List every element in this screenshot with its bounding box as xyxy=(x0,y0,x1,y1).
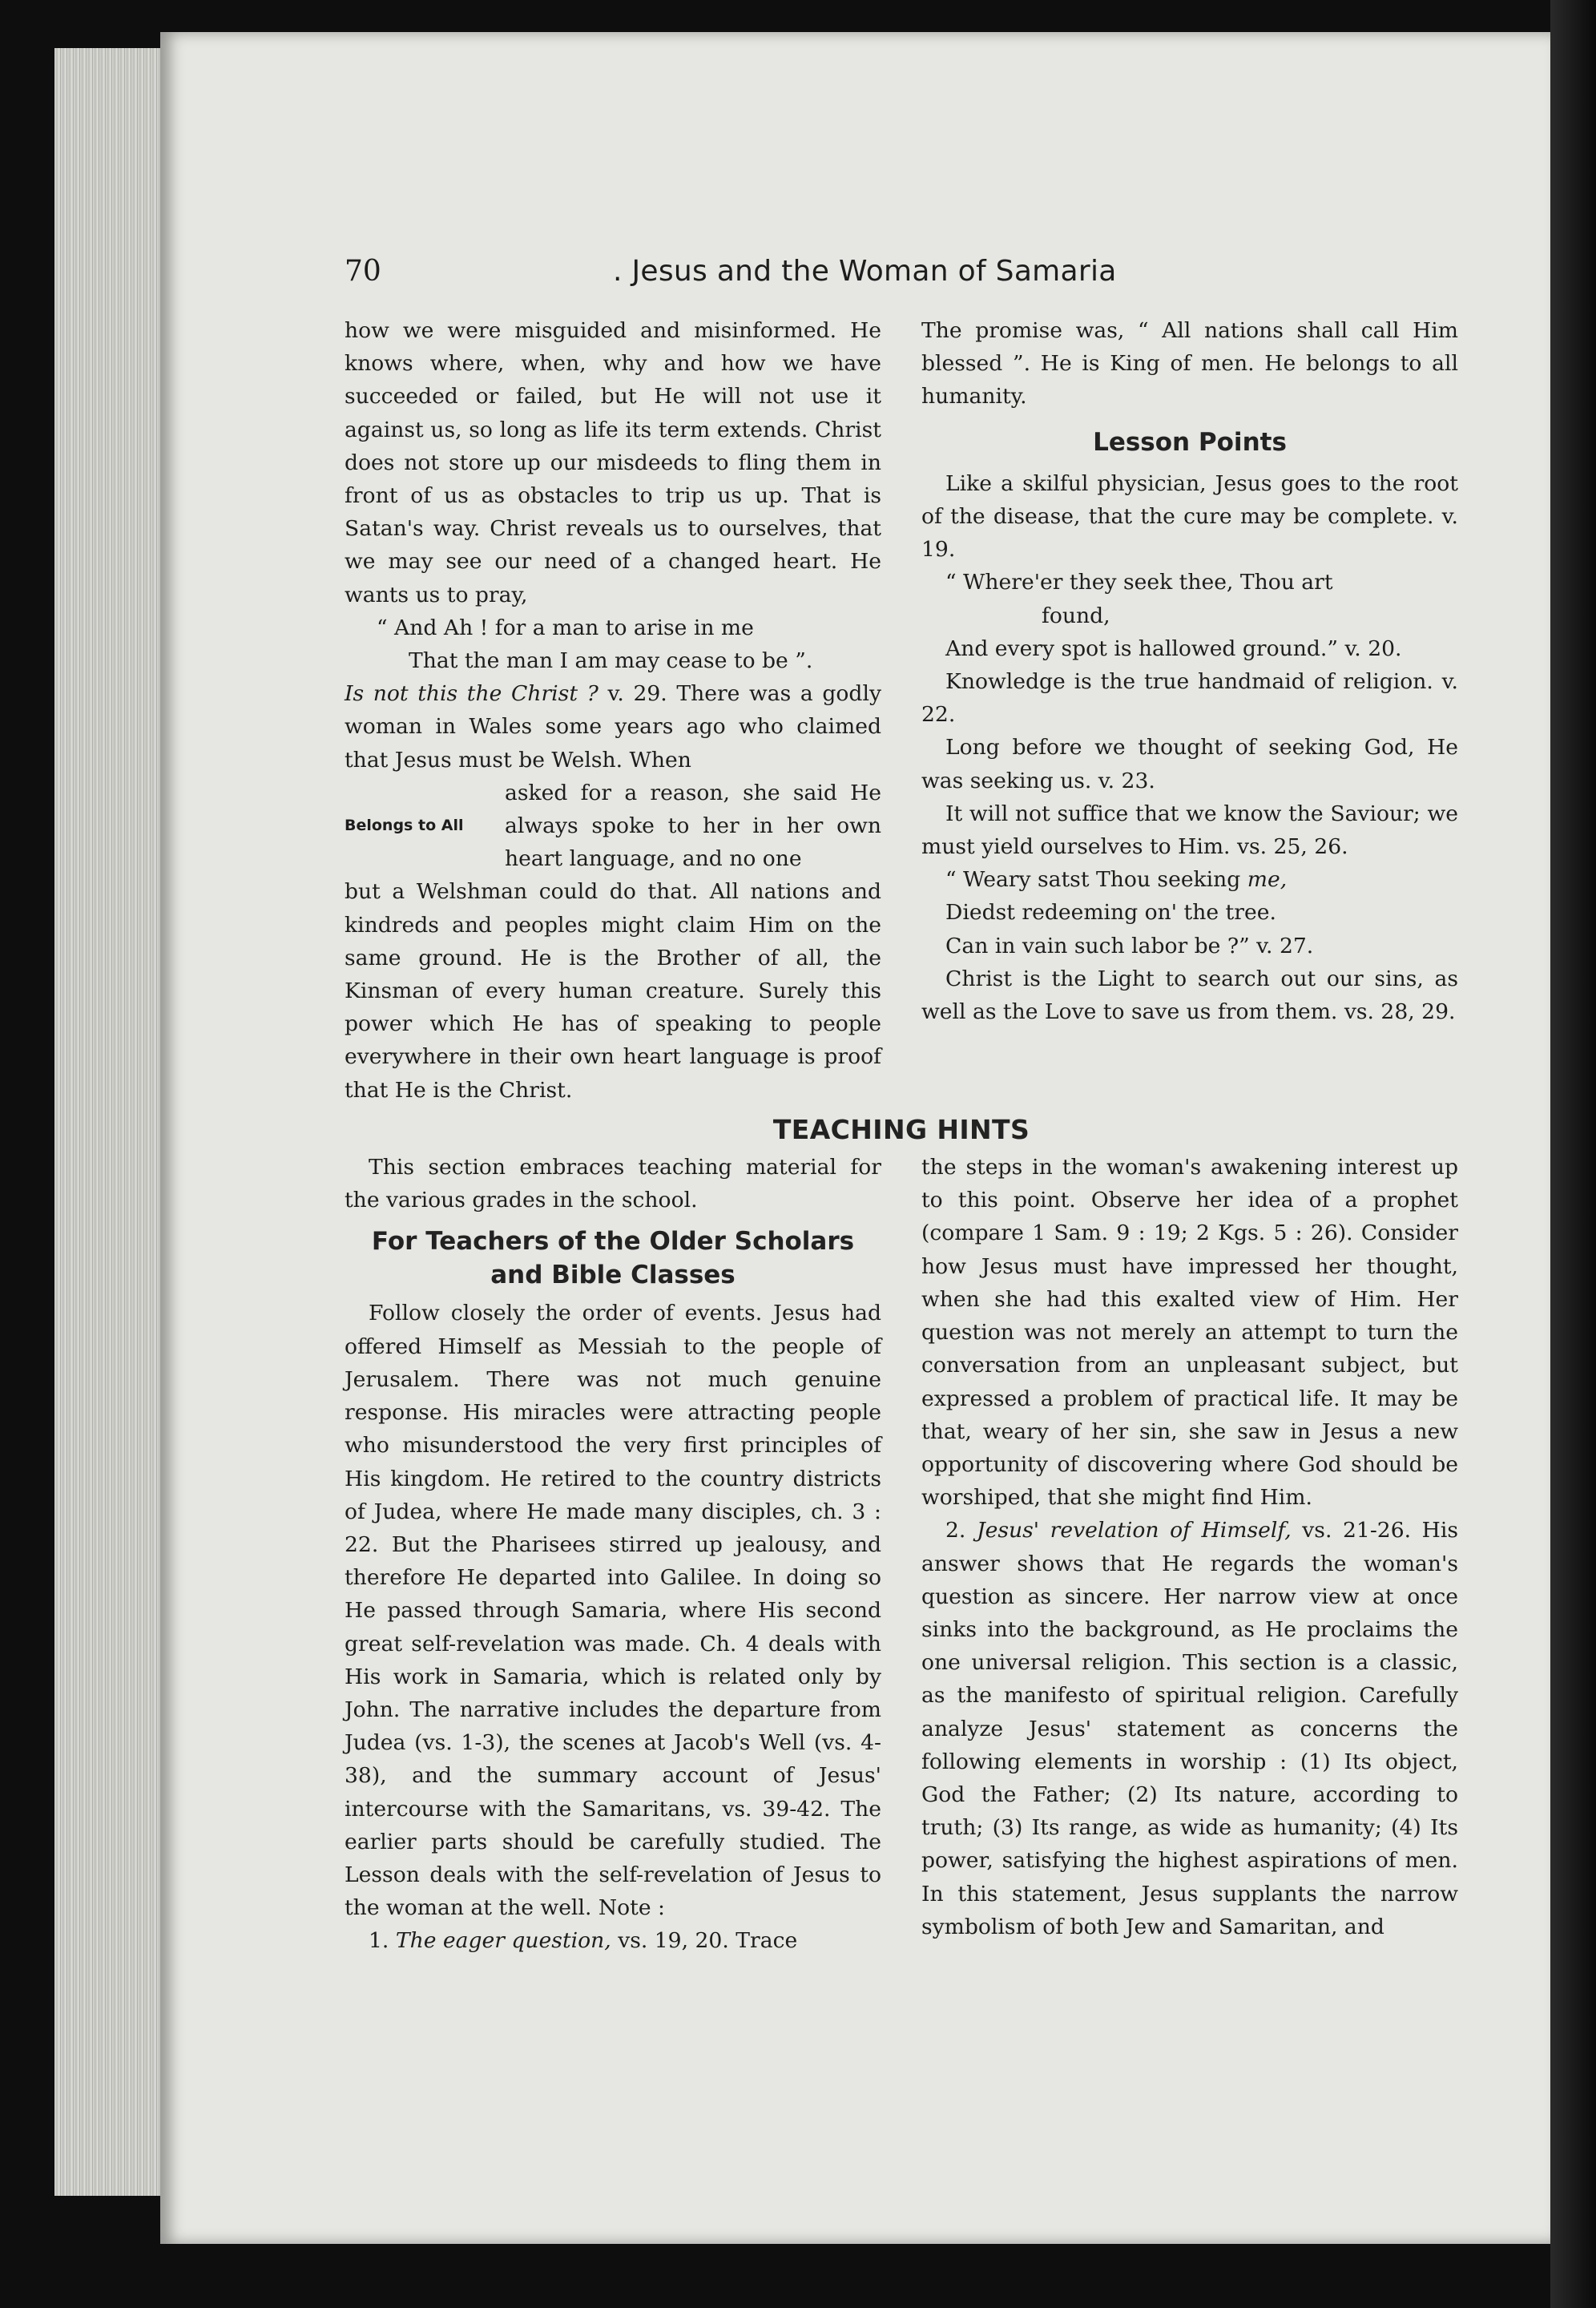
lesson-points-heading: Lesson Points xyxy=(1093,427,1287,457)
poem-text: “ Weary satst Thou seeking xyxy=(945,867,1247,893)
poem-line: That the man I am may cease to be ”. xyxy=(409,648,813,674)
paragraph-text: vs. 21-26. His answer shows that He regards the woman's question as sincere. Her narrow view at once sinks into the background, as He proclaims the one universal religion. This section is a classic, as the manifesto of spiritual religion. Carefully analyze Jesus' statement as concerns the following elements in worship : (1) Its object, God the Father; (2) Its nature, according to truth; (3) Its range, as wide as humanity; (4) Its power, satisfying the highest aspirations of men. In this statement, Jesus supplants the narrow symbolism of both Jew and Samaritan, and xyxy=(921,1518,1459,1939)
paragraph: Follow closely the order of events. Jesus had offered Himself as Messiah to the people of Jerusalem. There was not much genuine response. His miracles were attracting people who misunderstood the very first principles of His kingdom. He retired to the country districts of Judea, where He made many disciples, ch. 3 : 22. But the Pharisees stirred up jealousy, and therefore He departed into Galilee. In doing so He passed through Samaria, where His second great self-revelation was made. Ch. 4 deals with His work in Samaria, which is related only by John. The narrative includes the departure from Judea (vs. 1-3), the scenes at Jacob's Well (vs. 4-38), and the summary account of Jesus' intercourse with the Samaritans, vs. 39-42. The earlier parts should be carefully studied. The Lesson deals with the self-revelation of Jesus to the woman at the well. Note : xyxy=(345,1301,881,1921)
poem-emphasis: me, xyxy=(1247,867,1288,893)
poem-line: Diedst redeeming on' the tree. xyxy=(945,900,1276,926)
paragraph: This section embraces teaching material for the various grades in the school. xyxy=(345,1155,881,1213)
paragraph: the steps in the woman's awakening interest up to this point. Observe her idea of a prophet (compare 1 Sam. 9 : 19; 2 Kgs. 5 : 26). Consider how Jesus must have impressed her thought, when she had this exalted view of Him. Her question was not merely an attempt to turn the conversation from an unpleasant subject, but expressed a problem of practical life. It may be that, weary of her sin, she saw in Jesus a new opportunity of discovering where God should be worshiped, that she might find Him. xyxy=(921,1155,1458,1511)
book-page-edges xyxy=(54,48,175,2196)
paragraph-text: v. 29. There was a godly woman in Wales some years ago who claimed that Jesus must be Welsh. When xyxy=(345,681,881,773)
right-column-top xyxy=(921,314,1458,1107)
paragraph: how we were misguided and misinformed. He knows where, when, why and how we have succeeded or failed, but He will not use it against us, so long as life its term extends. Christ does not store up our misdeeds to fling them in front of us as obstacles to trip us up. That is Satan's way. Christ reveals us to ourselves, that we may see our need of a changed heart. He wants us to pray, xyxy=(345,318,881,607)
poem-quote xyxy=(921,566,1458,665)
bottom-columns xyxy=(345,1151,1458,1957)
page-number: 70 xyxy=(345,255,381,288)
running-title: . Jesus and the Woman of Samaria xyxy=(613,255,1117,288)
older-scholars-heading: For Teachers of the Older Scholars and Bible Classes xyxy=(371,1227,855,1290)
poem-quote xyxy=(345,611,881,677)
italic-topic: The eager question, xyxy=(395,1928,611,1954)
paragraph-text: vs. 19, 20. Trace xyxy=(611,1928,798,1954)
poem-line xyxy=(921,863,1458,896)
right-column-bottom xyxy=(921,1151,1458,1957)
paragraph: The promise was, “ All nations shall call Him blessed ”. He is King of men. He belongs to all humanity. xyxy=(921,318,1458,410)
sidenote-block xyxy=(345,777,881,876)
page-header xyxy=(345,248,1458,297)
lesson-point: Long before we thought of seeking God, He was seeking us. v. 23. xyxy=(921,735,1458,793)
poem-line: And every spot is hallowed ground.” v. 20. xyxy=(945,636,1402,661)
paragraph xyxy=(345,677,881,777)
paragraph xyxy=(921,1514,1458,1943)
lesson-point: Like a skilful physician, Jesus goes to the root of the disease, that the cure may be complete. v. 19. xyxy=(921,470,1458,563)
poem-line: “ Where'er they seek thee, Thou art xyxy=(945,570,1333,595)
lesson-point: Knowledge is the true handmaid of religion. v. 22. xyxy=(921,669,1458,728)
poem-line: “ And Ah ! for a man to arise in me xyxy=(377,615,754,640)
lesson-point: It will not suffice that we know the Saviour; we must yield ourselves to Him. vs. 25, 26. xyxy=(921,801,1458,860)
paragraph xyxy=(345,1924,881,1957)
scan-border xyxy=(1550,0,1596,2308)
paragraph-text: asked for a reason, she said He always spoke to her in her own heart language, and no one xyxy=(505,780,881,872)
left-column-top xyxy=(345,314,881,1107)
lesson-point: Christ is the Light to search out our sins, as well as the Love to save us from them. vs. 28, 29. xyxy=(921,966,1458,1025)
left-column-bottom xyxy=(345,1151,881,1957)
list-number: 2. xyxy=(945,1518,977,1543)
italic-question: Is not this the Christ ? xyxy=(345,681,598,707)
poem-quote xyxy=(921,863,1458,962)
italic-topic: Jesus' revelation of Himself, xyxy=(976,1518,1292,1543)
margin-note: Belongs to All xyxy=(345,817,464,835)
top-columns xyxy=(345,314,1458,1107)
poem-line: Can in vain such labor be ?” v. 27. xyxy=(945,933,1314,958)
list-number: 1. xyxy=(369,1928,396,1954)
teaching-hints-heading: TEACHING HINTS xyxy=(772,1113,1030,1145)
page-content xyxy=(345,248,1458,1958)
poem-line: found, xyxy=(1042,603,1110,628)
paragraph: but a Welshman could do that. All nations and kindreds and peoples might claim Him on the same ground. He is the Brother of all, the Kinsman of every human creature. Surely this power which He has of speaking to people everywhere in their own heart language is proof that He is the Christ. xyxy=(345,879,881,1103)
